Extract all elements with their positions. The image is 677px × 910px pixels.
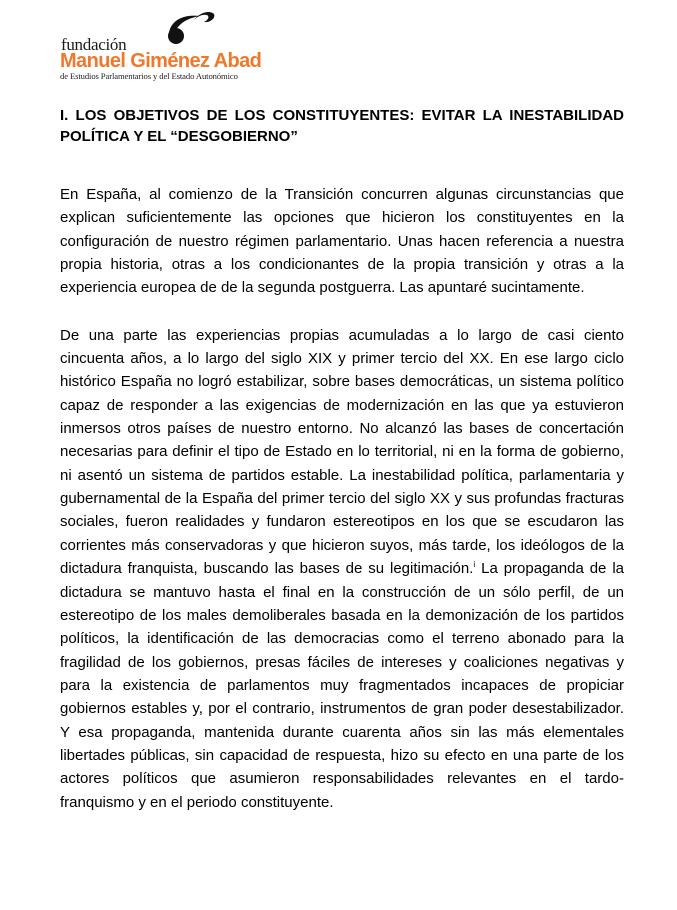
logo-line-fundacion: fundación <box>61 35 127 54</box>
paragraph-2-text-b: La propaganda de la dictadura se mantuvo hasta el final en la construcción de un sólo perfil, de un estereotipo de los males demoliberales basada en la demonización de los partidos políticos, la identificación de las democracias como el terreno abonado para la fragilidad de los gobiernos, presas fáciles de intereses y coaliciones negativas y para la existencia de parlamentos muy fragmentados incapaces de propiciar gobiernos estables y, por el contrario, instrumentos de gran poder desestabilizador. Y esa propaganda, mantenida durante cuarenta años sin las más elementales libertades públicas, sin capacidad de respuesta, hizo su efecto en una parte de los actores políticos que asumieron responsabilidades relevantes en el tardo-franquismo y en el periodo constituyente. <box>60 560 624 811</box>
logo-line-name: Manuel Giménez Abad <box>60 50 262 72</box>
paragraph-2 <box>60 324 624 814</box>
paragraph-2-text-a: De una parte las experiencias propias acumuladas a lo largo de casi ciento cincuenta años, a lo largo del siglo XIX y primer tercio del XX. En ese largo ciclo histórico España no logró estabilizar, sobre bases democráticas, un sistema político capaz de responder a las exigencias de modernización en las que ya estuvieron inmersos otros países de nuestro entorno. No alcanzó las bases de concertación necesarias para definir el tipo de Estado en lo territorial, ni en la forma de gobierno, ni asentó un sistema de partidos estable. La inestabilidad política, parlamentaria y gubernamental de la España del primer tercio del siglo XX y sus profundas fracturas sociales, fueron realidades y fundaron estereotipos en los que se escudaron las corrientes más conservadoras y que hicieron suyos, más tarde, los ideólogos de la dictadura franquista, buscando las bases de su legitimación. <box>60 326 624 578</box>
double-comma-logo-mark-icon <box>160 10 280 48</box>
foundation-logo <box>60 10 270 80</box>
paragraph-1: En España, al comienzo de la Transición concurren algunas circunstancias que explican suficientemente las opciones que hicieron los constituyentes en la configuración de nuestro régimen parlamentario. Unas hacen referencia a nuestra propia historia, otras a los condicionantes de la propia transición y otras a la experiencia europea de de la segunda postguerra. Las apuntaré sucintamente. <box>60 186 624 297</box>
logo-line-subtitle: de Estudios Parlamentarios y del Estado Autonómico <box>60 71 238 81</box>
document-body <box>60 105 624 814</box>
section-heading: I. LOS OBJETIVOS DE LOS CONSTITUYENTES: EVITAR LA INESTABILIDAD POLÍTICA Y EL “DESGOBIERNO” <box>60 107 624 145</box>
footnote-reference[interactable]: i <box>473 560 476 570</box>
